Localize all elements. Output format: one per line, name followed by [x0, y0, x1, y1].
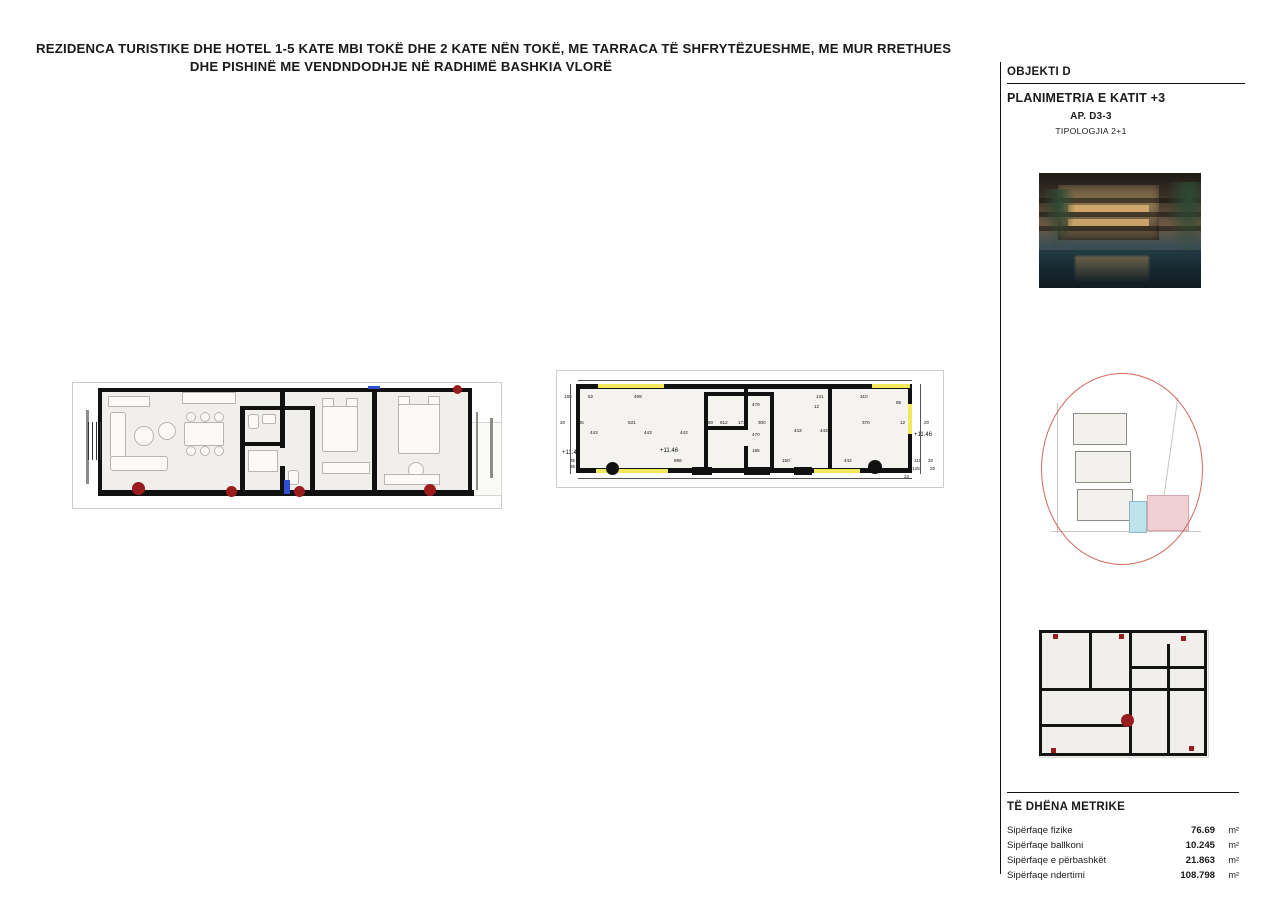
dining-chair-3 — [214, 412, 224, 422]
glazing-right — [908, 404, 912, 434]
keyplan-wall-v3 — [1129, 630, 1132, 756]
dim-mid-11: 443 — [794, 428, 802, 433]
nightstand-3 — [398, 396, 410, 405]
wardrobe-1 — [322, 462, 370, 474]
keyplan-red-mark-1 — [1053, 634, 1058, 639]
wall-left-r — [576, 384, 580, 473]
furnished-floor-plan — [72, 382, 502, 509]
metric-row — [1007, 823, 1239, 838]
render-light-glow-2 — [1068, 219, 1149, 226]
metric-label: Sipërfaqe e përbashkët — [1007, 855, 1107, 866]
partition-r5 — [828, 386, 832, 470]
partition-5 — [372, 390, 377, 490]
dim-mid-16: 110 — [914, 458, 922, 463]
metric-unit: m² — [1228, 825, 1239, 835]
partition-7 — [242, 442, 282, 446]
partition-4 — [310, 406, 315, 494]
dim-bot-5: 20 — [928, 458, 934, 463]
door-block-1 — [692, 467, 712, 475]
apartment-label: AP. D3-3 — [1070, 111, 1112, 122]
title-line-1: REZIDENCA TURISTIKE DHE HOTEL 1-5 KATE MBI TOKË DHE 2 KATE NËN TOKË, ME TARRACA TË SHFRYTËZUESHME, ME MUR RRETHUES — [36, 41, 952, 56]
bed-2 — [398, 404, 440, 454]
keyplan-red-mark-4 — [1051, 748, 1056, 753]
dim-mid-9: 173 — [738, 420, 746, 425]
partition-r4 — [770, 392, 774, 470]
keyplan-wall-v5 — [1204, 630, 1207, 756]
key-plan-thumbnail — [1029, 614, 1219, 774]
dimline-left — [570, 384, 571, 474]
render-palm-left — [1042, 189, 1076, 253]
dim-mid-1: 20 — [560, 420, 566, 425]
dimensioned-floor-plan — [556, 370, 944, 488]
dim-misc-8: 22 — [904, 474, 910, 479]
dim-top-1: 165 — [564, 394, 572, 399]
dim-misc-3: 195 — [752, 448, 760, 453]
dim-top-3: 499 — [634, 394, 642, 399]
wall-right — [468, 388, 472, 496]
dim-mid-8: 612 — [720, 420, 728, 425]
objekti-label: OBJEKTI D — [1007, 66, 1072, 78]
armchair — [158, 422, 176, 440]
metric-value: 10.245 — [1185, 840, 1215, 851]
plan-balcony-fill — [470, 422, 502, 496]
dining-chair-4 — [186, 446, 196, 456]
blue-marker — [284, 480, 290, 494]
dim-misc-6: 36 — [570, 464, 576, 469]
metric-unit: m² — [1228, 840, 1239, 850]
keyplan-wall-h3 — [1039, 753, 1207, 756]
dim-misc-4: 12 — [814, 404, 820, 409]
dining-table — [184, 422, 224, 446]
dim-mid-12: 443 — [820, 428, 828, 433]
plan-title-label: PLANIMETRIA E KATIT +3 — [1007, 91, 1166, 105]
column-dot-2 — [868, 460, 882, 474]
glazing-bottom-2 — [814, 469, 860, 473]
metric-row — [1007, 853, 1239, 868]
render-light-glow-1 — [1068, 205, 1149, 212]
nightstand-2 — [346, 398, 358, 407]
column-dot-1 — [606, 462, 619, 475]
dining-chair-5 — [200, 446, 210, 456]
keyplan-wall-h1 — [1039, 630, 1207, 633]
metric-value: 21.863 — [1185, 855, 1215, 866]
level-tag-3: +11.46 — [914, 432, 933, 438]
panel-header — [1001, 62, 1245, 136]
dim-top-4: 494 — [738, 392, 746, 397]
level-tag-2: +11.46 — [660, 448, 679, 454]
bed-1 — [322, 406, 358, 452]
dim-bot-1: 886 — [674, 458, 682, 463]
partition-6 — [240, 406, 314, 410]
metric-label: Sipërfaqe fizike — [1007, 825, 1073, 836]
door-block-2 — [744, 467, 770, 475]
wc-fixture — [248, 414, 259, 429]
dim-bot-2: 150 — [782, 458, 790, 463]
dining-chair-1 — [186, 412, 196, 422]
partition-2 — [280, 392, 285, 448]
dim-bot-4: 125 — [912, 466, 920, 471]
level-tag-1: +11.46 — [562, 450, 581, 456]
dim-misc-5: 35 — [570, 458, 576, 463]
kitchen-counter — [182, 392, 236, 404]
dim-mid-6: 443 — [680, 430, 688, 435]
dim-bot-3: 442 — [844, 458, 852, 463]
wall-grey-right-edge — [476, 412, 478, 490]
column-marker-4 — [424, 484, 436, 496]
balcony-railing-hatch — [88, 422, 102, 460]
blue-marker-top — [368, 386, 380, 389]
metric-value: 76.69 — [1190, 825, 1215, 836]
keyplan-wall-h4 — [1129, 666, 1207, 669]
dim-mid-15: 20 — [924, 420, 930, 425]
dimline-bottom — [578, 478, 912, 479]
keyplan-location-dot — [1121, 714, 1134, 727]
metric-row — [1007, 838, 1239, 853]
keyplan-red-mark-5 — [1189, 746, 1194, 751]
keyplan-wall-h2 — [1039, 688, 1207, 691]
dim-misc-1: 479 — [752, 402, 760, 407]
sofa-l — [110, 412, 126, 458]
metric-label: Sipërfaqe ballkoni — [1007, 840, 1084, 851]
nightstand-1 — [322, 398, 334, 407]
dimline-right — [920, 384, 921, 474]
metric-table — [1007, 792, 1239, 883]
dim-top-5: 131 — [816, 394, 824, 399]
keyplan-wall-v1 — [1039, 630, 1042, 756]
dim-mid-4: 531 — [628, 420, 636, 425]
dimline-top — [578, 380, 912, 381]
dim-mid-17: 20 — [930, 466, 936, 471]
info-panel — [1000, 62, 1245, 881]
column-marker-2 — [226, 486, 237, 497]
dim-top-2: 52 — [588, 394, 594, 399]
site-road-curve — [1041, 373, 1203, 565]
dining-chair-6 — [214, 446, 224, 456]
dim-mid-7: 60 — [708, 420, 714, 425]
keyplan-red-mark-2 — [1119, 634, 1124, 639]
metric-unit: m² — [1228, 855, 1239, 865]
render-photo — [1039, 173, 1201, 288]
render-reflection — [1075, 256, 1150, 284]
metric-unit: m² — [1228, 870, 1239, 880]
dim-mid-10: 300 — [758, 420, 766, 425]
coffee-table — [134, 426, 154, 446]
site-plan-thumbnail — [1051, 395, 1203, 555]
partition-r7 — [706, 426, 746, 430]
sink-fixture — [262, 414, 276, 424]
sofa-long — [110, 456, 168, 471]
dim-mid-13: 370 — [862, 420, 870, 425]
dim-mid-5: 443 — [644, 430, 652, 435]
keyplan-wall-v2 — [1089, 630, 1092, 688]
wall-top — [100, 388, 472, 392]
metrics-list — [1007, 823, 1239, 883]
dim-mid-2: 145 — [576, 420, 584, 425]
keyplan-wall-h5 — [1042, 724, 1130, 727]
keyplan-red-mark-3 — [1181, 636, 1186, 641]
column-marker-3 — [294, 486, 305, 497]
dim-misc-7: 85 — [896, 400, 902, 405]
metrics-title: TË DHËNA METRIKE — [1007, 801, 1126, 813]
column-marker-5 — [453, 385, 462, 394]
dim-mid-3: 443 — [590, 430, 598, 435]
partition-r1 — [704, 392, 708, 468]
dim-misc-2: 470 — [752, 432, 760, 437]
typology-label: TIPOLOGJIA 2+1 — [1055, 126, 1127, 136]
title-line-2: DHE PISHINË ME VENDNDODHJE NË RADHIMË BASHKIA VLORË — [189, 59, 613, 74]
dining-chair-2 — [200, 412, 210, 422]
panel-divider-1 — [1007, 83, 1245, 84]
metric-label: Sipërfaqe ndertimi — [1007, 870, 1085, 881]
wall-grey-right-outer — [490, 418, 493, 478]
keyplan-wall-v4 — [1167, 644, 1170, 756]
partition-1 — [240, 406, 245, 494]
dim-mid-14: 12 — [900, 420, 906, 425]
document-title — [36, 40, 1006, 76]
metrics-divider — [1007, 792, 1239, 793]
glazing-top-2 — [872, 384, 910, 388]
metric-row — [1007, 868, 1239, 883]
tv-console — [108, 396, 150, 407]
shower-tray — [248, 450, 278, 472]
column-marker-1 — [132, 482, 145, 495]
door-block-3 — [794, 467, 812, 475]
keyplan-body — [1039, 630, 1209, 758]
dim-top-6: 310 — [860, 394, 868, 399]
glazing-top-1 — [598, 384, 664, 388]
nightstand-4 — [428, 396, 440, 405]
metric-value: 108.798 — [1180, 870, 1215, 881]
